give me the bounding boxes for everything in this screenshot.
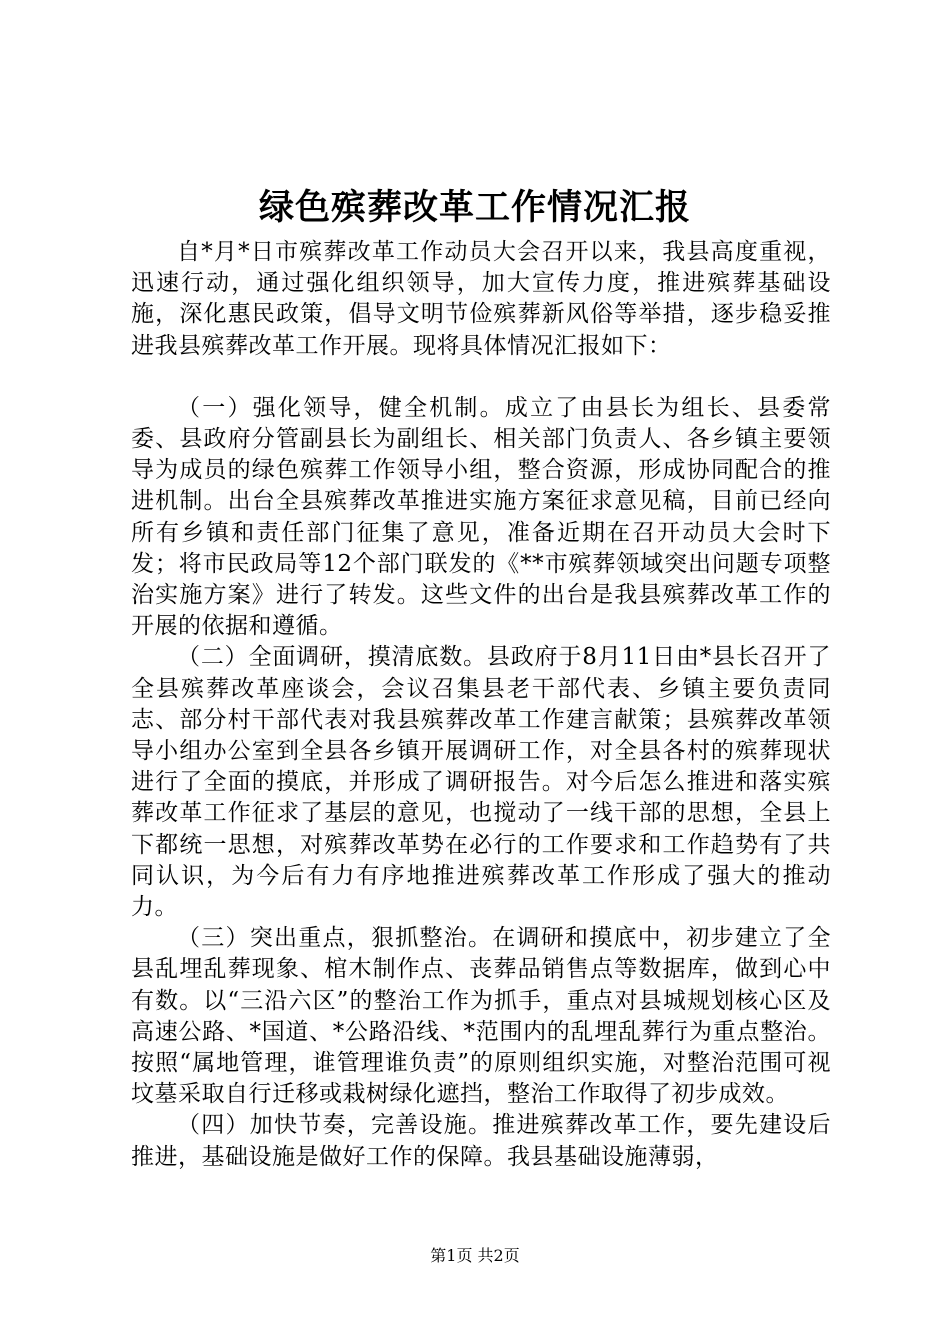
paragraph-section-1: （一）强化领导，健全机制。成立了由县长为组长、县委常委、县政府分管副县长为副组长、相关部门负责人、各乡镇主要领导为成员的绿色殡葬工作领导小组，整合资源，形成协同配合的推进机制。出台全县殡葬改革推进实施方案征求意见稿，目前已经向所有乡镇和责任部门征集了意见，准备近期在召开动员大会时下发；将市民政局等12个部门联发的《**市殡葬领域突出问题专项整治实施方案》进行了转发。这些文件的出台是我县殡葬改革工作的开展的依据和遵循。 [131,394,831,640]
document-title: 绿色殡葬改革工作情况汇报 [258,187,691,228]
paragraph-section-2: （二）全面调研，摸清底数。县政府于8月11日由*县长召开了全县殡葬改革座谈会，会议召集县老干部代表、乡镇主要负责同志、部分村干部代表对我县殡葬改革工作建言献策；县殡葬改革领导小组办公室到全县各乡镇开展调研工作，对全县各村的殡葬现状进行了全面的摸底，并形成了调研报告。对今后怎么推进和落实殡葬改革工作征求了基层的意见，也搅动了一线干部的思想，全县上下都统一思想，对殡葬改革势在必行的工作要求和工作趋势有了共同认识，为今后有力有序地推进殡葬改革工作形成了强大的推动力。 [131,644,831,921]
page-number-footer: 第1页 共2页 [430,1246,520,1265]
paragraph-section-4: （四）加快节奏，完善设施。推进殡葬改革工作，要先建设后推进，基础设施是做好工作的保障。我县基础设施薄弱， [131,1112,831,1170]
document-body [131,237,831,1173]
paragraph-intro: 自*月*日市殡葬改革工作动员大会召开以来，我县高度重视，迅速行动，通过强化组织领导，加大宣传力度，推进殡葬基础设施，深化惠民政策，倡导文明节俭殡葬新风俗等举措，逐步稳妥推进我县殡葬改革工作开展。现将具体情况汇报如下： [131,239,831,359]
paragraph-section-3: （三）突出重点，狠抓整治。在调研和摸底中，初步建立了全县乱埋乱葬现象、棺木制作点、丧葬品销售点等数据库，做到心中有数。以“三沿六区”的整治工作为抓手，重点对县城规划核心区及高速公路、*国道、*公路沿线、*范围内的乱埋乱葬行为重点整治。按照“属地管理，谁管理谁负责”的原则组织实施，对整治范围可视坟墓采取自行迁移或栽树绿化遮挡，整治工作取得了初步成效。 [131,925,831,1108]
